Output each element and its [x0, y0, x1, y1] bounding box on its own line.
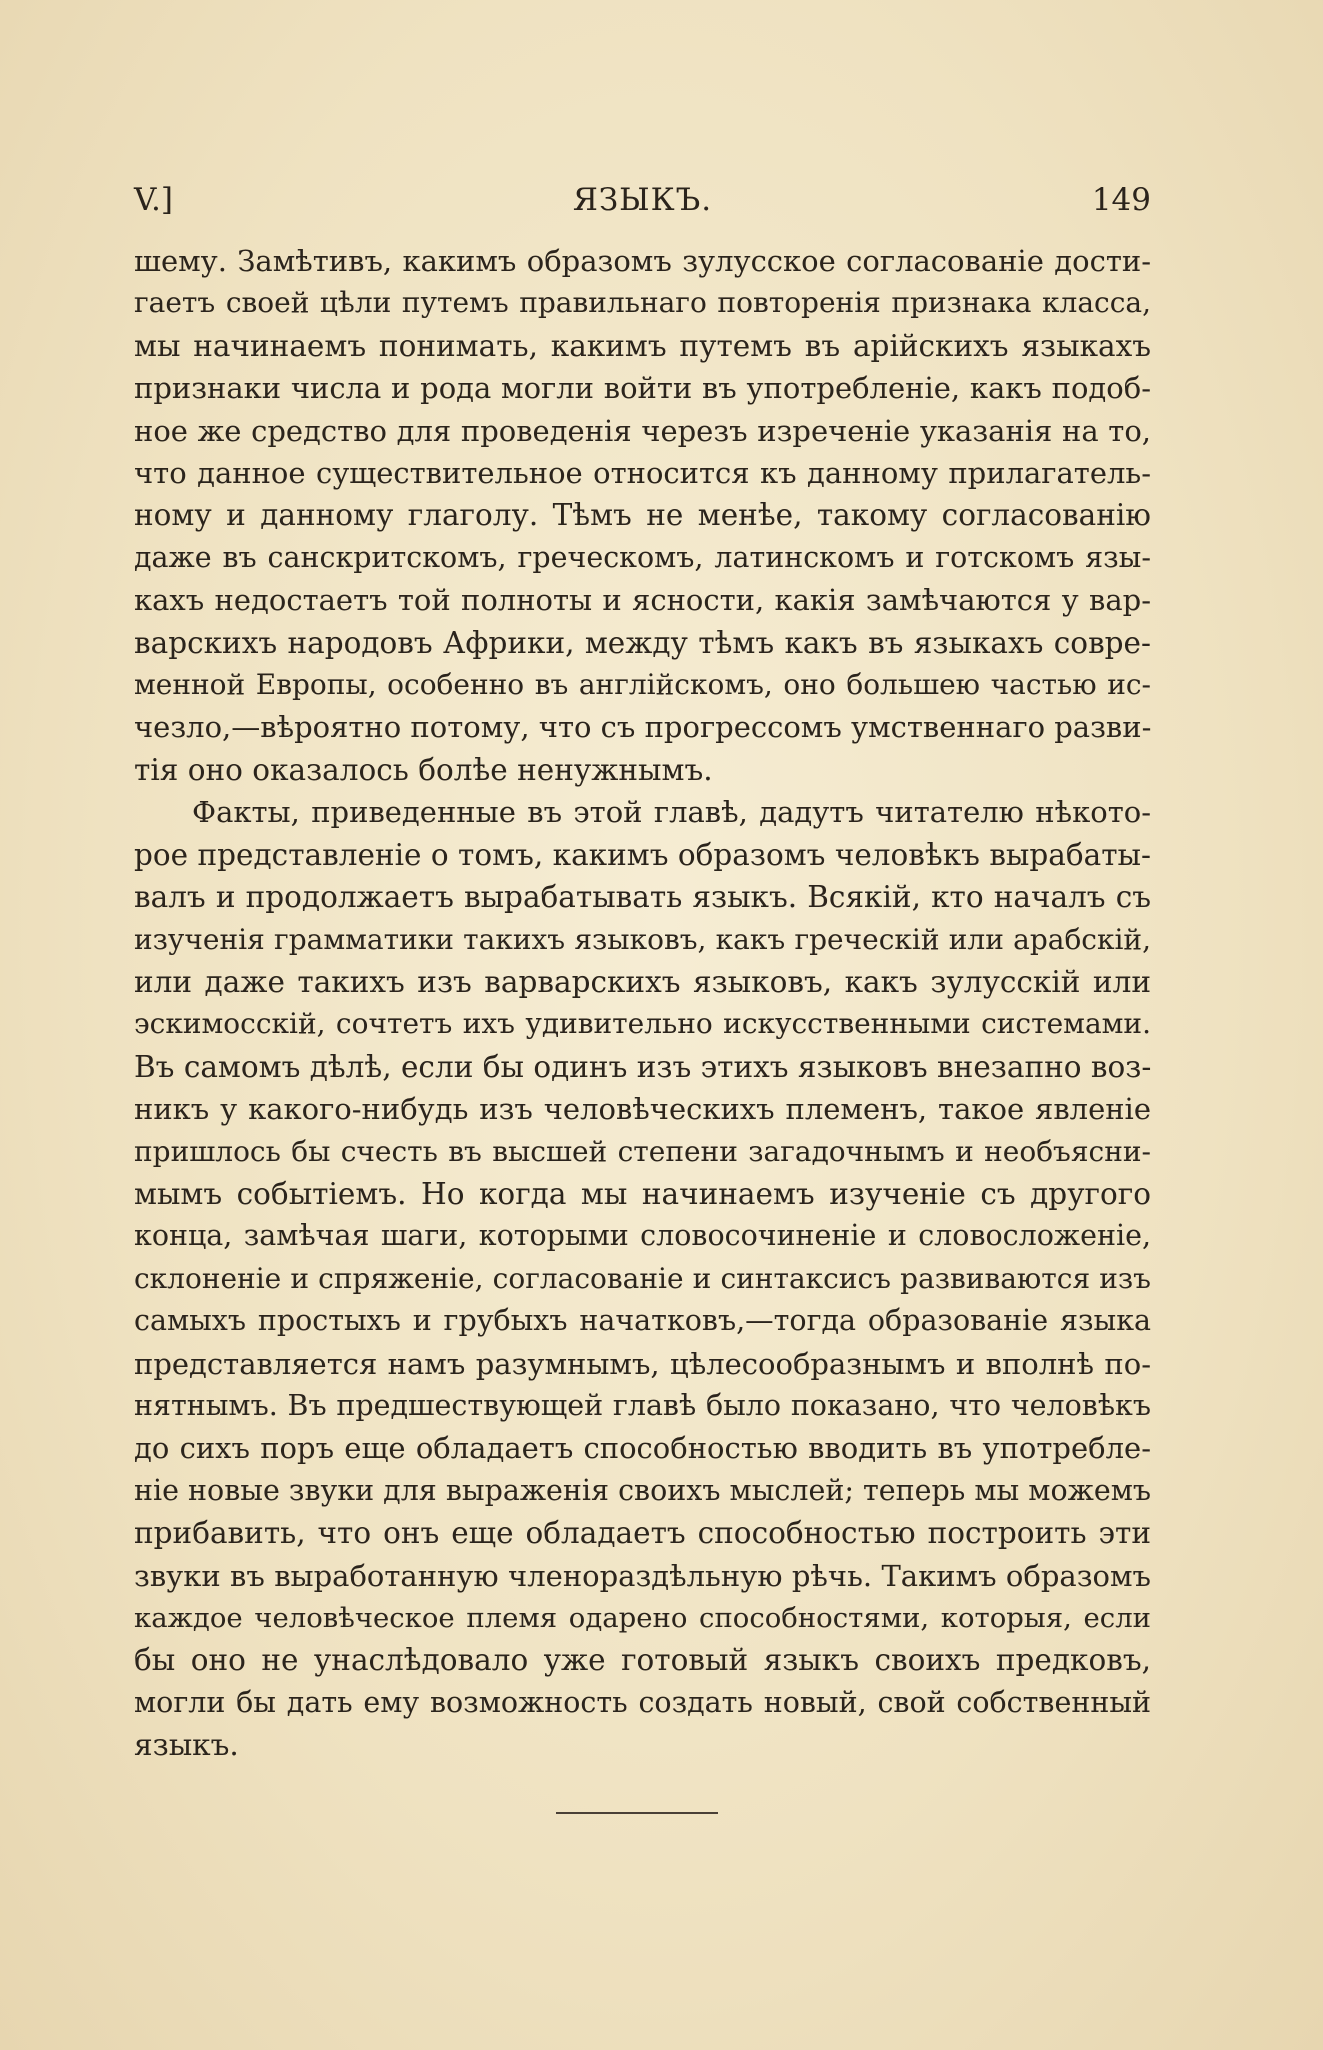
text-line: признаки числа и рода могли войти въ употребленіе, какъ подоб- [134, 371, 1151, 406]
running-title: ЯЗЫКЪ. [572, 182, 713, 218]
text-line: Въ самомъ дѣлѣ, если бы одинъ изъ этихъ языковъ внезапно воз- [134, 1049, 1151, 1084]
text-line: звуки въ выработанную членораздѣльную рѣчь. Такимъ образомъ [134, 1558, 1151, 1593]
text-line: ніе новые звуки для выраженія своихъ мыслей; теперь мы можемъ [134, 1473, 1151, 1507]
text-line: могли бы дать ему возможность создать новый, свой собственный [134, 1685, 1151, 1719]
text-line: изученія грамматики такихъ языковъ, какъ греческій или арабскій, [134, 922, 1151, 956]
paragraph [134, 240, 1151, 791]
end-rule [556, 1812, 718, 1814]
text-line: языкъ. [134, 1728, 239, 1763]
text-line: до сихъ поръ еще обладаетъ способностью вводить въ употребле- [134, 1431, 1151, 1466]
text-line: шему. Замѣтивъ, какимъ образомъ зулусское согласованіе дости- [134, 244, 1151, 278]
text-line: чезло,—вѣроятно потому, что съ прогрессомъ умственнаго разви- [134, 710, 1151, 745]
text-line: Факты, приведенные въ этой главѣ, дадутъ читателю нѣкото- [192, 795, 1151, 830]
text-line: пришлось бы счесть въ высшей степени загадочнымъ и необъясни- [134, 1134, 1151, 1168]
text-line: прибавить, что онъ еще обладаетъ способностью построить эти [134, 1516, 1151, 1551]
page-number: 149 [1091, 182, 1151, 218]
text-line: что данное существительное относится къ данному прилагатель- [134, 456, 1151, 491]
chapter-marker: V.] [134, 182, 173, 218]
text-line: варскихъ народовъ Африки, между тѣмъ какъ въ языкахъ совре- [134, 625, 1151, 660]
text-line: валъ и продолжаетъ вырабатывать языкъ. Всякій, кто началъ съ [134, 880, 1151, 915]
text-line: рое представленіе о томъ, какимъ образомъ человѣкъ вырабаты- [134, 837, 1151, 872]
text-line: представляется намъ разумнымъ, цѣлесообразнымъ и вполнѣ по- [134, 1346, 1151, 1381]
text-line: менной Европы, особенно въ англійскомъ, оно большею частью ис- [134, 668, 1151, 702]
text-line: каждое человѣческое племя одарено способностями, которыя, если [134, 1602, 1151, 1634]
text-line: никъ у какого-нибудь изъ человѣческихъ племенъ, такое явленіе [134, 1092, 1151, 1127]
running-header [134, 176, 1151, 224]
text-line: ному и данному глаголу. Тѣмъ не менѣе, такому согласованію [134, 498, 1151, 533]
text-line: или даже такихъ изъ варварскихъ языковъ, какъ зулусскій или [134, 964, 1151, 999]
text-line: ное же средство для проведенія черезъ изреченіе указанія на то, [134, 413, 1151, 448]
text-line: тія оно оказалось болѣе ненужнымъ. [134, 752, 713, 787]
text-line: кахъ недостаетъ той полноты и ясности, какія замѣчаются у вар- [134, 583, 1151, 618]
text-line: самыхъ простыхъ и грубыхъ начатковъ,—тогда образованіе языка [134, 1304, 1151, 1338]
text-line: конца, замѣчая шаги, которыми словосочиненіе и словосложеніе, [134, 1219, 1151, 1253]
text-line: бы оно не унаслѣдовало уже готовый языкъ своихъ предковъ, [134, 1643, 1151, 1678]
text-line: склоненіе и спряженіе, согласованіе и синтаксисъ развиваются изъ [134, 1261, 1151, 1295]
text-line: гаетъ своей цѣли путемъ правильнаго повторенія признака класса, [134, 286, 1151, 320]
paragraph [134, 791, 1151, 1766]
body-text [134, 240, 1151, 1767]
text-line: даже въ санскритскомъ, греческомъ, латинскомъ и готскомъ язы- [134, 540, 1151, 574]
text-line: мы начинаемъ понимать, какимъ путемъ въ арійскихъ языкахъ [134, 328, 1151, 363]
text-line: эскимосскій, сочтетъ ихъ удивительно искусственными системами. [134, 1007, 1151, 1041]
text-line: нятнымъ. Въ предшествующей главѣ было показано, что человѣкъ [134, 1388, 1151, 1422]
text-line: мымъ событіемъ. Но когда мы начинаемъ изученіе съ другого [134, 1176, 1151, 1211]
